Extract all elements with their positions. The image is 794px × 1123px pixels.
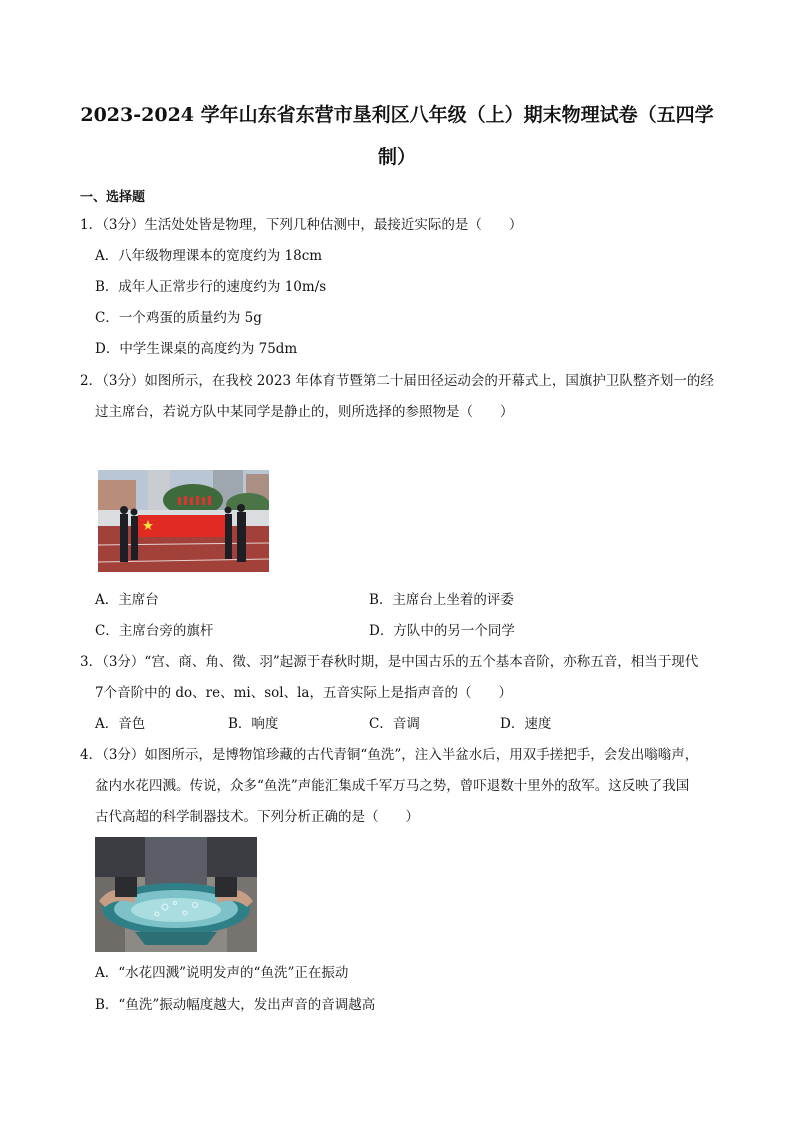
bronze-basin-illustration	[95, 837, 257, 952]
fish-basin-photo	[95, 837, 257, 952]
q3-option-d: D．速度	[500, 716, 552, 732]
exam-title-line2: 制）	[377, 146, 416, 168]
q3-stem-line1: 3．（3分）“宫、商、角、徵、羽”起源于春秋时期，是中国古乐的五个基本音阶，亦称五音，相当于现代	[80, 654, 699, 670]
q2-stem-line1: 2．（3分）如图所示，在我校 2023 年体育节暨第二十届田径运动会的开幕式上，国旗护卫队整齐划一的经	[80, 373, 714, 389]
q3-option-c: C．音调	[369, 716, 420, 732]
q2-option-a: A．主席台	[95, 592, 159, 608]
exam-title-line1: 2023-2024 学年山东省东营市垦利区八年级（上）期末物理试卷（五四学	[80, 104, 714, 126]
q4-stem-line3: 古代高超的科学制器技术。下列分析正确的是（ ）	[95, 809, 419, 825]
q4-option-b: B．“鱼洗”振动幅度越大，发出声音的音调越高	[95, 997, 376, 1013]
flag-guard-photo	[98, 470, 269, 572]
q3-option-b: B．响度	[228, 716, 279, 732]
q1-option-b: B．成年人正常步行的速度约为 10m/s	[95, 279, 327, 295]
q2-option-c: C．主席台旁的旗杆	[95, 623, 214, 639]
q1-option-c: C．一个鸡蛋的质量约为 5g	[95, 310, 262, 326]
q2-option-b: B．主席台上坐着的评委	[369, 592, 514, 608]
q4-option-a: A．“水花四溅”说明发声的“鱼洗”正在振动	[95, 965, 349, 981]
q1-option-a: A．八年级物理课本的宽度约为 18cm	[95, 248, 323, 264]
flag-guard-illustration	[98, 470, 269, 572]
q2-option-d: D．方队中的另一个同学	[369, 623, 515, 639]
q1-stem: 1．（3分）生活处处皆是物理，下列几种估测中，最接近实际的是（ ）	[80, 217, 523, 233]
q3-stem-line2: 7个音阶中的 do、re、mi、sol、la，五音实际上是指声音的（ ）	[95, 685, 512, 701]
q2-stem-line2: 过主席台，若说方队中某同学是静止的，则所选择的参照物是（ ）	[95, 404, 514, 420]
q4-stem-line2: 盆内水花四溅。传说，众多“鱼洗”声能汇集成千军万马之势，曾吓退数十里外的敌军。这反映了我国	[95, 778, 690, 794]
section-heading: 一、选择题	[80, 190, 146, 205]
q4-stem-line1: 4．（3分）如图所示，是博物馆珍藏的古代青铜“鱼洗”，注入半盆水后，用双手搓把手，会发出嗡嗡声，	[80, 747, 699, 763]
q3-option-a: A．音色	[95, 716, 146, 732]
q1-option-d: D．中学生课桌的高度约为 75dm	[95, 341, 298, 357]
